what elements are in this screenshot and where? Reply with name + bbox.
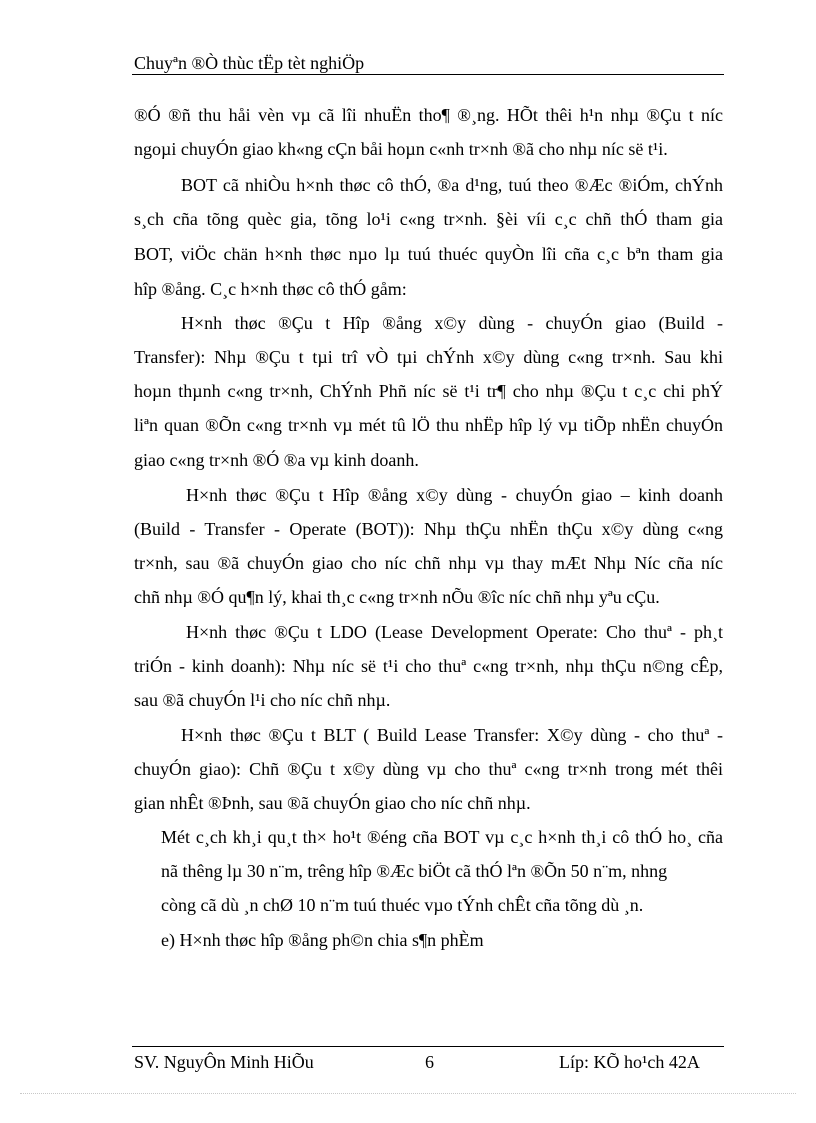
- text-line: chuyÓn giao): Chñ ®Çu t x©y dùng vµ cho thuª c«ng tr×nh trong mét thêi: [134, 759, 723, 779]
- page-boundary: [20, 1093, 796, 1094]
- text-line: H×nh thøc ®Çu t Hîp ®ång x©y dùng - chuyÓn giao (Build -: [181, 313, 723, 333]
- text-line: ngoµi chuyÓn giao kh«ng cÇn båi hoµn c«nh tr×nh ®ã cho nhµ níc së t¹i.: [134, 139, 668, 159]
- footer-class: Líp: KÕ ho¹ch 42A: [559, 1052, 700, 1072]
- footer-divider: [132, 1046, 724, 1047]
- text-line: ®Ó ®ñ thu håi vèn vµ cã lîi nhuËn tho¶ ®¸ng. HÕt thêi h¹n nhµ ®Çu t níc: [134, 105, 723, 125]
- text-line: Transfer): Nhµ ®Çu t tµi trî vÒ tµi chÝnh x©y dùng c«ng tr×nh. Sau khi: [134, 347, 723, 367]
- text-line: giao c«ng tr×nh ®Ó ®a vµ kinh doanh.: [134, 450, 419, 470]
- text-line: Mét c¸ch kh¸i qu¸t th× ho¹t ®éng cña BOT vµ c¸c h×nh th¸i cô thÓ ho¸ cña: [161, 827, 723, 847]
- running-header-title: Chuyªn ®Ò thùc tËp tèt nghiÖp: [134, 53, 365, 73]
- footer-author: SV. NguyÔn Minh HiÕu: [134, 1052, 314, 1072]
- text-line: triÓn - kinh doanh): Nhµ níc së t¹i cho thuª c«ng tr×nh, nhµ thÇu n©ng cÊp,: [134, 656, 723, 676]
- text-line: chñ nhµ ®Ó qu¶n lý, khai th¸c c«ng tr×nh nÕu ®îc níc chñ nhµ yªu cÇu.: [134, 587, 660, 607]
- text-line: hoµn thµnh c«ng tr×nh, ChÝnh Phñ níc së t¹i tr¶ cho nhµ ®Çu t c¸c chi phÝ: [134, 381, 723, 401]
- text-line: H×nh thøc ®Çu t LDO (Lease Development Operate: Cho thuª - ph¸t: [186, 622, 723, 642]
- text-line: gian nhÊt ®Þnh, sau ®ã chuyÓn giao cho níc chñ nhµ.: [134, 793, 531, 813]
- text-line: nã thêng lµ 30 n¨m, trêng hîp ®Æc biÖt cã thÓ lªn ®Õn 50 n¨m, nhng: [161, 861, 668, 881]
- text-line: còng cã dù ¸n chØ 10 n¨m tuú thuéc vµo tÝnh chÊt cña tõng dù ¸n.: [161, 895, 644, 915]
- header-divider: [132, 74, 724, 75]
- page-number: 6: [425, 1052, 434, 1072]
- text-line: tr×nh, sau ®ã chuyÓn giao cho níc chñ nhµ vµ thay mÆt Nhµ Níc cña níc: [134, 553, 723, 573]
- text-line: BOT, viÖc chän h×nh thøc nµo lµ tuú thuéc quyÒn lîi cña c¸c bªn tham gia: [134, 244, 723, 264]
- text-line: sau ®ã chuyÓn l¹i cho níc chñ nhµ.: [134, 690, 391, 710]
- text-line: s¸ch cña tõng quèc gia, tõng lo¹i c«ng tr×nh. §èi víi c¸c chñ thÓ tham gia: [134, 209, 723, 229]
- text-line: H×nh thøc ®Çu t Hîp ®ång x©y dùng - chuyÓn giao – kinh doanh: [186, 485, 723, 505]
- text-line: H×nh thøc ®Çu t BLT ( Build Lease Transfer: X©y dùng - cho thuª -: [181, 725, 723, 745]
- text-line: liªn quan ®Õn c«ng tr×nh vµ mét tû lÖ thu nhËp hîp lý vµ tiÕp nhËn chuyÓn: [134, 415, 723, 435]
- text-line: (Build - Transfer - Operate (BOT)): Nhµ thÇu nhËn thÇu x©y dùng c«ng: [134, 519, 723, 539]
- text-line: hîp ®ång. C¸c h×nh thøc cô thÓ gåm:: [134, 279, 407, 299]
- text-line: BOT cã nhiÒu h×nh thøc cô thÓ, ®a d¹ng, tuú theo ®Æc ®iÓm, chÝnh: [181, 175, 723, 195]
- section-heading: e) H×nh thøc hîp ®ång ph©n chia s¶n phÈm: [161, 930, 484, 950]
